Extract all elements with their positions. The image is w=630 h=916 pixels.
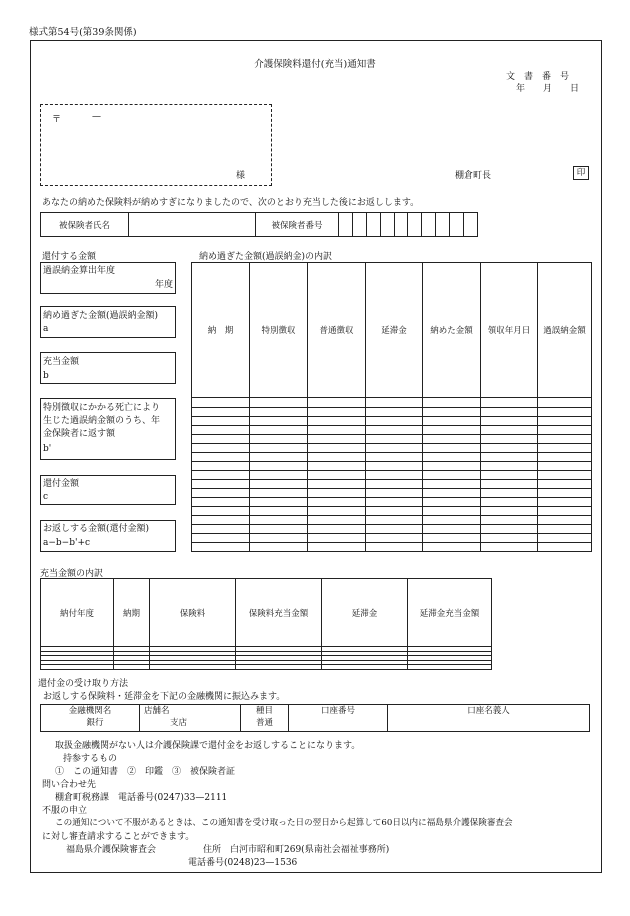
breakdown-heading: 納め過ぎた金額(過誤納金)の内訳 [199,252,333,262]
table-row [192,515,592,524]
table-row [192,461,592,470]
table-cell [366,488,423,497]
table-row [192,524,592,533]
table-cell [366,443,423,452]
branch-cell [140,705,241,732]
table-cell [481,497,538,506]
table-cell [114,665,150,670]
table-cell [366,452,423,461]
table-cell [308,533,366,542]
table-cell [250,542,308,551]
table-cell [192,542,250,551]
table-cell [481,506,538,515]
column-header: 過誤納金額 [538,263,592,398]
table-cell [481,542,538,551]
special-death-line3: 金保険者に返す額 [43,429,116,439]
table-cell [423,497,481,506]
table-cell [150,665,236,670]
table-cell [423,461,481,470]
table-cell [250,479,308,488]
column-header: 納 期 [192,263,250,398]
digit-cell [366,213,380,237]
table-cell [366,533,423,542]
date-label: 年 月 日 [516,84,580,94]
table-cell [250,425,308,434]
table-cell [250,461,308,470]
table-cell [538,407,592,416]
contact-label: 問い合わせ先 [42,780,97,790]
special-death-line1: 特別徴収にかかる死亡により [43,403,161,413]
table-cell [538,461,592,470]
council-phone: 電話番号(0248)23—1536 [188,858,298,868]
table-cell [481,524,538,533]
table-cell [423,407,481,416]
table-cell [538,497,592,506]
table-cell [408,665,492,670]
breakdown-table [191,262,592,552]
table-row [192,407,592,416]
table-cell [423,488,481,497]
table-cell [192,479,250,488]
table-cell [192,398,250,407]
table-cell [366,470,423,479]
table-row [192,398,592,407]
table-cell [481,425,538,434]
table-cell [308,479,366,488]
table-cell [423,470,481,479]
appeal-text-1: この通知について不服があるときは、この通知書を受け取った日の翌日から起算して60日以内に福島県介護保険審査会 [55,818,513,828]
honorific: 様 [236,171,246,181]
table-cell [538,479,592,488]
digit-cell [408,213,422,237]
table-cell [250,488,308,497]
table-cell [192,488,250,497]
table-cell [308,443,366,452]
table-cell [366,497,423,506]
digit-cell [450,213,464,237]
applied-amount-label: 充当金額 [43,357,80,367]
table-cell [538,515,592,524]
table-cell [192,443,250,452]
table-cell [423,434,481,443]
table-cell [192,434,250,443]
branch-label: 店舗名 [144,706,170,716]
table-cell [192,407,250,416]
table-cell [423,479,481,488]
table-cell [423,425,481,434]
insured-name-label: 被保険者氏名 [41,213,129,237]
table-cell [366,506,423,515]
table-cell [423,515,481,524]
table-cell [236,665,322,670]
digit-cell [436,213,450,237]
table-cell [366,398,423,407]
table-cell [308,398,366,407]
table-row [192,542,592,551]
account-number-cell [289,705,388,732]
table-cell [481,416,538,425]
table-cell [423,452,481,461]
table-cell [481,479,538,488]
table-cell [192,533,250,542]
table-cell [192,461,250,470]
table-cell [250,416,308,425]
digit-cell [339,213,353,237]
digit-cell [352,213,366,237]
table-cell [423,416,481,425]
return-formula: a−b−b'+c [43,538,91,548]
table-cell [192,515,250,524]
table-cell [250,524,308,533]
table-cell [481,398,538,407]
table-cell [538,533,592,542]
table-cell [250,533,308,542]
table-cell [250,434,308,443]
table-cell [538,425,592,434]
var-b: b [43,371,49,381]
digit-cell [380,213,394,237]
postal-mark: 〒 [52,115,62,125]
table-cell [538,443,592,452]
table-cell [308,461,366,470]
table-cell [481,488,538,497]
table-cell [308,515,366,524]
table-cell [308,524,366,533]
insured-table [40,212,478,237]
table-cell [250,515,308,524]
receipt-heading: 還付金の受け取り方法 [38,679,129,689]
appeal-label: 不服の申立 [42,806,88,816]
table-cell [308,434,366,443]
table-cell [538,434,592,443]
table-cell [481,470,538,479]
column-header: 延滞金充当金額 [408,579,492,647]
table-row [192,479,592,488]
table-cell [538,398,592,407]
var-c: c [43,492,49,502]
council-address: 住所 白河市昭和町269(県南社会福祉事務所) [203,845,390,855]
table-cell [192,524,250,533]
table-cell [308,542,366,551]
account-type-label: 種目 [255,706,273,716]
appeal-text-2: に対し審査請求することができます。 [42,832,195,842]
table-cell [423,542,481,551]
bank-table [40,704,590,732]
intro-text: あなたの納めた保険料が納めすぎになりましたので、次のとおり充当した後にお返しします。 [42,198,420,208]
column-header: 延滞金 [366,263,423,398]
table-cell [366,407,423,416]
applied-table [40,578,492,670]
table-cell [538,452,592,461]
var-a: a [43,324,49,334]
table-row [192,425,592,434]
table-row [192,497,592,506]
column-header: 延滞金 [322,579,408,647]
table-cell [192,425,250,434]
table-cell [481,434,538,443]
column-header: 納めた金額 [423,263,481,398]
account-type-cell [241,705,289,732]
table-cell [538,416,592,425]
table-cell [423,443,481,452]
table-cell [423,506,481,515]
no-bank-text: 取扱金融機関がない人は介護保険課で還付金をお返しすることになります。 [55,741,361,751]
bank-name-label: 金融機関名 [68,706,112,716]
digit-cell [464,213,478,237]
table-cell [41,665,114,670]
digit-cell [422,213,436,237]
table-cell [308,407,366,416]
table-cell [538,524,592,533]
table-cell [192,497,250,506]
table-cell [250,506,308,515]
digit-cell [394,213,408,237]
table-cell [538,488,592,497]
table-cell [308,488,366,497]
postal-dash: — [92,112,101,122]
table-cell [308,470,366,479]
overpaid-year-label: 過誤納金算出年度 [43,266,116,276]
bank-name-cell [41,705,140,732]
table-row [192,443,592,452]
table-cell [366,434,423,443]
table-cell [481,461,538,470]
table-cell [192,506,250,515]
table-cell [423,533,481,542]
table-cell [538,470,592,479]
table-cell [423,524,481,533]
account-type-value: 普通 [255,718,273,728]
seal-mark: 印 [573,166,589,180]
table-cell [308,506,366,515]
table-row [192,533,592,542]
var-b-prime: b' [43,444,52,454]
column-header: 納期 [114,579,150,647]
column-header: 保険料 [150,579,236,647]
table-cell [481,533,538,542]
bank-suffix: 銀行 [86,718,104,728]
table-cell [538,506,592,515]
form-number: 様式第54号(第39条関係) [29,27,137,38]
table-cell [250,497,308,506]
table-cell [481,452,538,461]
document-number-label: 文 書 番 号 [506,72,570,82]
table-cell [308,425,366,434]
table-cell [481,443,538,452]
table-cell [192,470,250,479]
table-cell [192,452,250,461]
table-cell [366,524,423,533]
table-cell [538,542,592,551]
table-cell [481,407,538,416]
table-cell [250,443,308,452]
table-cell [308,416,366,425]
table-cell [481,515,538,524]
account-holder-label: 口座名義人 [467,706,510,716]
table-cell [423,398,481,407]
table-cell [308,497,366,506]
column-header: 納付年度 [41,579,114,647]
refund-label: 還付金額 [43,479,80,489]
table-cell [366,515,423,524]
table-row [192,506,592,515]
form-title: 介護保険料還付(充当)通知書 [254,59,376,70]
table-cell [366,479,423,488]
table-cell [366,425,423,434]
council-name: 福島県介護保険審査会 [66,845,157,855]
table-row [192,452,592,461]
contact-text: 棚倉町税務課 電話番号(0247)33—2111 [55,793,228,803]
table-cell [322,665,408,670]
branch-suffix: 支店 [170,718,188,728]
issuer: 棚倉町長 [455,171,492,181]
table-cell [366,416,423,425]
account-number-label: 口座番号 [320,706,355,716]
column-header: 普通徴収 [308,263,366,398]
special-death-line2: 生じた過誤納金額のうち、年 [43,416,161,426]
table-row [41,665,492,670]
bring-label: 持参するもの [63,754,118,764]
bring-items: ① この通知書 ② 印鑑 ③ 被保険者証 [55,767,236,777]
table-cell [250,407,308,416]
column-header: 特別徴収 [250,263,308,398]
table-row [192,416,592,425]
table-cell [250,398,308,407]
table-cell [308,452,366,461]
table-row [192,470,592,479]
applied-heading: 充当金額の内訳 [40,569,104,579]
column-header: 保険料充当金額 [236,579,322,647]
fiscal-year-suffix: 年度 [155,280,174,290]
refund-amount-heading: 還付する金額 [42,252,97,262]
overpaid-amount-label: 納め過ぎた金額(過誤納金額) [43,311,159,321]
account-holder-cell [388,705,590,732]
receipt-text: お返しする保険料・延滞金を下記の金融機関に振込みます。 [43,692,286,702]
table-row [192,434,592,443]
table-cell [366,542,423,551]
column-header: 領収年月日 [481,263,538,398]
table-cell [250,470,308,479]
table-row [192,488,592,497]
insured-name-cell [129,213,256,237]
table-cell [366,461,423,470]
return-amount-label: お返しする金額(還付金額) [43,524,150,534]
table-cell [250,452,308,461]
insured-number-label: 被保険者番号 [256,213,339,237]
table-cell [192,416,250,425]
